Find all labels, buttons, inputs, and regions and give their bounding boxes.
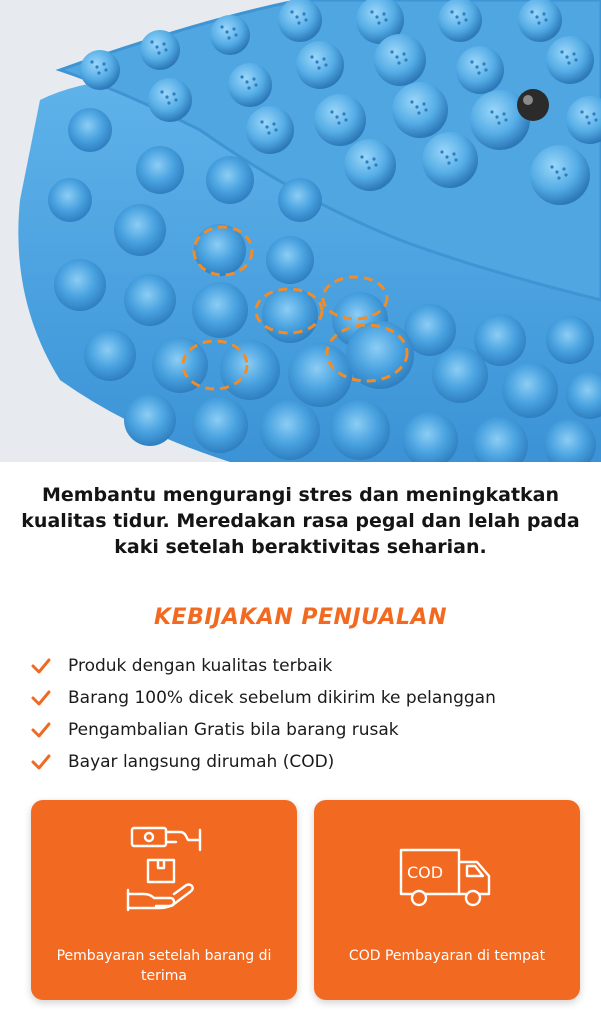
- cod-truck-icon: [397, 820, 497, 920]
- massage-bump: [518, 0, 562, 42]
- massage-dimple: [266, 236, 314, 284]
- list-item: [30, 650, 590, 682]
- massage-bump: [80, 50, 120, 90]
- cod-text: COD: [407, 863, 444, 882]
- massage-dimple: [330, 400, 390, 460]
- massage-dimple: [114, 204, 166, 256]
- massage-bump: [546, 36, 594, 84]
- massage-dimple: [54, 259, 106, 311]
- massage-bump: [246, 106, 294, 154]
- cod-payment-card: [314, 800, 580, 1000]
- massage-bump: [228, 63, 272, 107]
- massage-dimple: [220, 340, 280, 400]
- massage-bump: [456, 46, 504, 94]
- checkmark-icon: [30, 655, 52, 677]
- policy-item-text: Pengambalian Gratis bila barang rusak: [68, 720, 399, 740]
- massage-bump: [422, 132, 478, 188]
- massage-dimple: [192, 282, 248, 338]
- massage-dimple: [48, 178, 92, 222]
- massage-dimple: [260, 400, 320, 460]
- massage-dimple: [502, 362, 558, 418]
- massage-bump: [392, 82, 448, 138]
- card-label: Pembayaran setelah barang di terima: [56, 948, 272, 984]
- massage-dimple: [84, 329, 136, 381]
- massage-dimple: [432, 347, 488, 403]
- massage-bump: [374, 34, 426, 86]
- magnet-stone: [517, 89, 549, 121]
- massage-bump: [278, 0, 322, 42]
- policy-list: [30, 650, 590, 778]
- massage-bump: [296, 41, 344, 89]
- massage-bump: [210, 15, 250, 55]
- massage-mat-illustration: [0, 0, 601, 462]
- policy-title: KEBIJAKAN PENJUALAN: [154, 605, 447, 630]
- massage-dimple: [192, 397, 248, 453]
- massage-bump: [148, 78, 192, 122]
- policy-item-text: Bayar langsung dirumah (COD): [68, 752, 335, 772]
- product-image: [0, 0, 601, 462]
- checkmark-icon: [30, 687, 52, 709]
- massage-dimple: [124, 274, 176, 326]
- massage-dimple: [68, 108, 112, 152]
- checkmark-icon: [30, 719, 52, 741]
- hand-payment-icon: [114, 820, 214, 920]
- list-item: [30, 682, 590, 714]
- policy-item-text: Produk dengan kualitas terbaik: [68, 656, 333, 676]
- list-item: [30, 714, 590, 746]
- checkmark-icon: [30, 751, 52, 773]
- massage-dimple: [206, 156, 254, 204]
- list-item: [30, 746, 590, 778]
- payment-after-receipt-card: [31, 800, 297, 1000]
- massage-bump: [140, 30, 180, 70]
- policy-item-text: Barang 100% dicek sebelum dikirim ke pelanggan: [68, 688, 496, 708]
- card-label: COD Pembayaran di tempat: [348, 948, 546, 964]
- massage-dimple: [124, 394, 176, 446]
- massage-bump: [314, 94, 366, 146]
- massage-bump: [344, 139, 396, 191]
- massage-dimple: [136, 146, 184, 194]
- product-tagline: Membantu mengurangi stres dan meningkatkan kualitas tidur. Meredakan rasa pegal dan lelah pada kaki setelah beraktivitas seharian.: [21, 484, 580, 558]
- massage-dimple: [546, 316, 594, 364]
- massage-bump: [438, 0, 482, 42]
- massage-bump: [530, 145, 590, 205]
- massage-dimple: [278, 178, 322, 222]
